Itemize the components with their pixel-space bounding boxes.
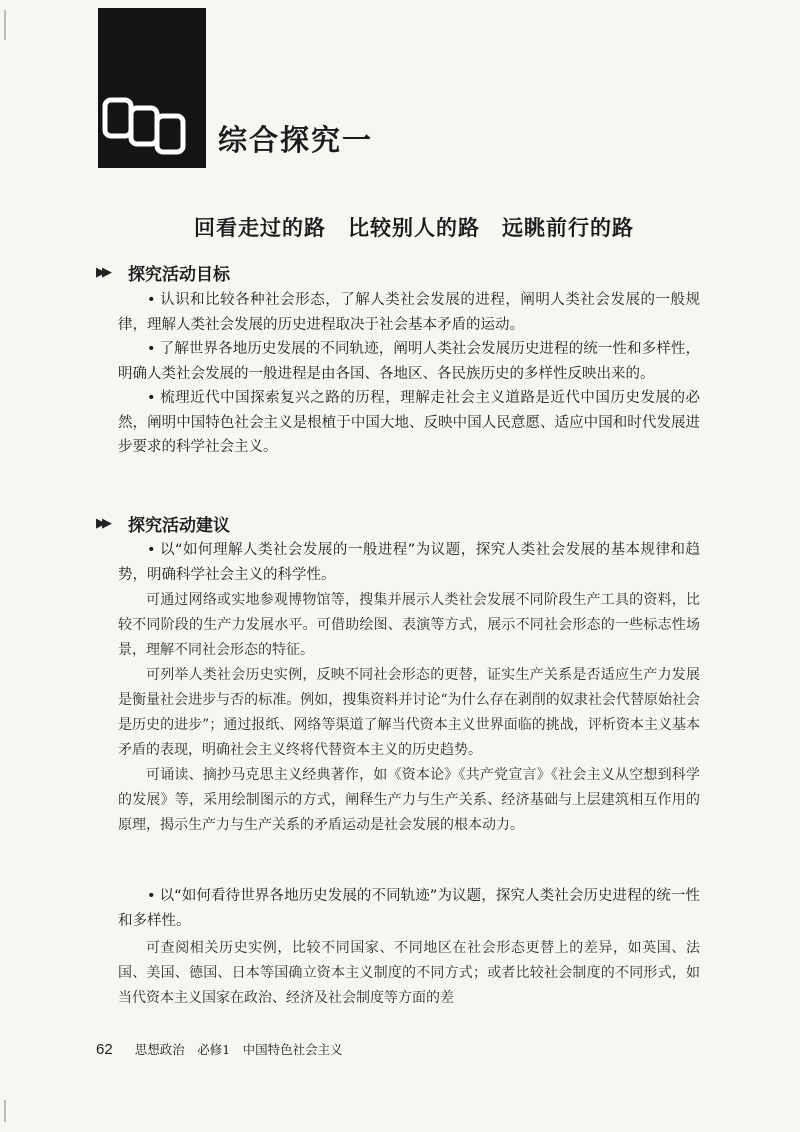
bullet-icon: •	[147, 341, 156, 357]
section-title: 探究活动建议	[128, 515, 230, 536]
goal-item: • 梳理近代中国探索复兴之路的历程，理解走社会主义道路是近代中国历史发展的必然，阐明中国特色社会主义是根植于中国大地、反映中国人民意愿、适应中国和时代发展进步要求的科学社会主义。	[118, 390, 700, 455]
section-heading-goals	[96, 260, 230, 284]
goal-item: • 认识和比较各种社会形态，了解人类社会发展的进程，阐明人类社会发展的一般规律，理解人类社会发展的历史进程取决于社会基本矛盾的运动。	[118, 292, 700, 333]
chapter-title: 综合探究一	[218, 123, 374, 157]
book-title: 思想政治 必修1 中国特色社会主义	[134, 1042, 343, 1057]
suggestion-details	[118, 936, 700, 1011]
bullet-icon: •	[147, 292, 156, 308]
goals-list	[118, 288, 700, 460]
double-arrow-icon: ▶▶	[96, 515, 108, 531]
goal-item: • 了解世界各地历史发展的不同轨迹，阐明人类社会发展历史进程的统一性和多样性，明确人类社会发展的一般进程是由各国、各地区、各民族历史的多样性反映出来的。	[118, 341, 700, 382]
suggestion-item: • 以“如何理解人类社会发展的一般进程”为议题，探究人类社会发展的基本规律和趋势，明确科学社会主义的科学性。	[118, 542, 700, 583]
page-number: 62	[96, 1041, 113, 1058]
scan-edge-mark	[4, 1100, 6, 1122]
section-title: 探究活动目标	[128, 264, 230, 285]
page-footer	[96, 1040, 343, 1058]
scan-edge-mark	[4, 10, 6, 40]
suggestion-item: • 以“如何看待世界各地历史发展的不同轨迹”为议题，探究人类社会历史进程的统一性和多样性。	[118, 888, 700, 929]
bullet-icon: •	[147, 542, 156, 558]
bullet-icon: •	[147, 888, 156, 904]
linked-squares-icon	[102, 94, 186, 156]
bullet-icon: •	[147, 390, 156, 406]
detail-paragraph: 可诵读、摘抄马克思主义经典著作，如《资本论》《共产党宣言》《社会主义从空想到科学的发展》等，采用绘制图示的方式，阐释生产力与生产关系、经济基础与上层建筑相互作用的原理，揭示生产力与生产关系的矛盾运动是社会发展的根本动力。	[118, 767, 700, 833]
detail-paragraph: 可通过网络或实地参观博物馆等，搜集并展示人类社会发展不同阶段生产工具的资料，比较不同阶段的生产力发展水平。可借助绘图、表演等方式，展示不同社会形态的一些标志性场景，理解不同社会形态的特征。	[118, 592, 700, 658]
double-arrow-icon: ▶▶	[96, 264, 108, 280]
suggestion-details	[118, 588, 700, 838]
detail-paragraph: 可查阅相关历史实例，比较不同国家、不同地区在社会形态更替上的差异，如英国、法国、美国、德国、日本等国确立资本主义制度的不同方式；或者比较社会制度的不同形式，如当代资本主义国家在政治、经济及社会制度等方面的差	[118, 940, 700, 1006]
page-subtitle: 回看走过的路 比较别人的路 远眺前行的路	[194, 215, 634, 240]
section-heading-suggestions	[96, 511, 230, 535]
detail-paragraph: 可列举人类社会历史实例，反映不同社会形态的更替，证实生产关系是否适应生产力发展是衡量社会进步与否的标准。例如，搜集资料并讨论“为什么存在剥削的奴隶社会代替原始社会是历史的进步”；通过报纸、网络等渠道了解当代资本主义世界面临的挑战，评析资本主义基本矛盾的表现，明确社会主义终将代替资本主义的历史趋势。	[118, 667, 700, 758]
